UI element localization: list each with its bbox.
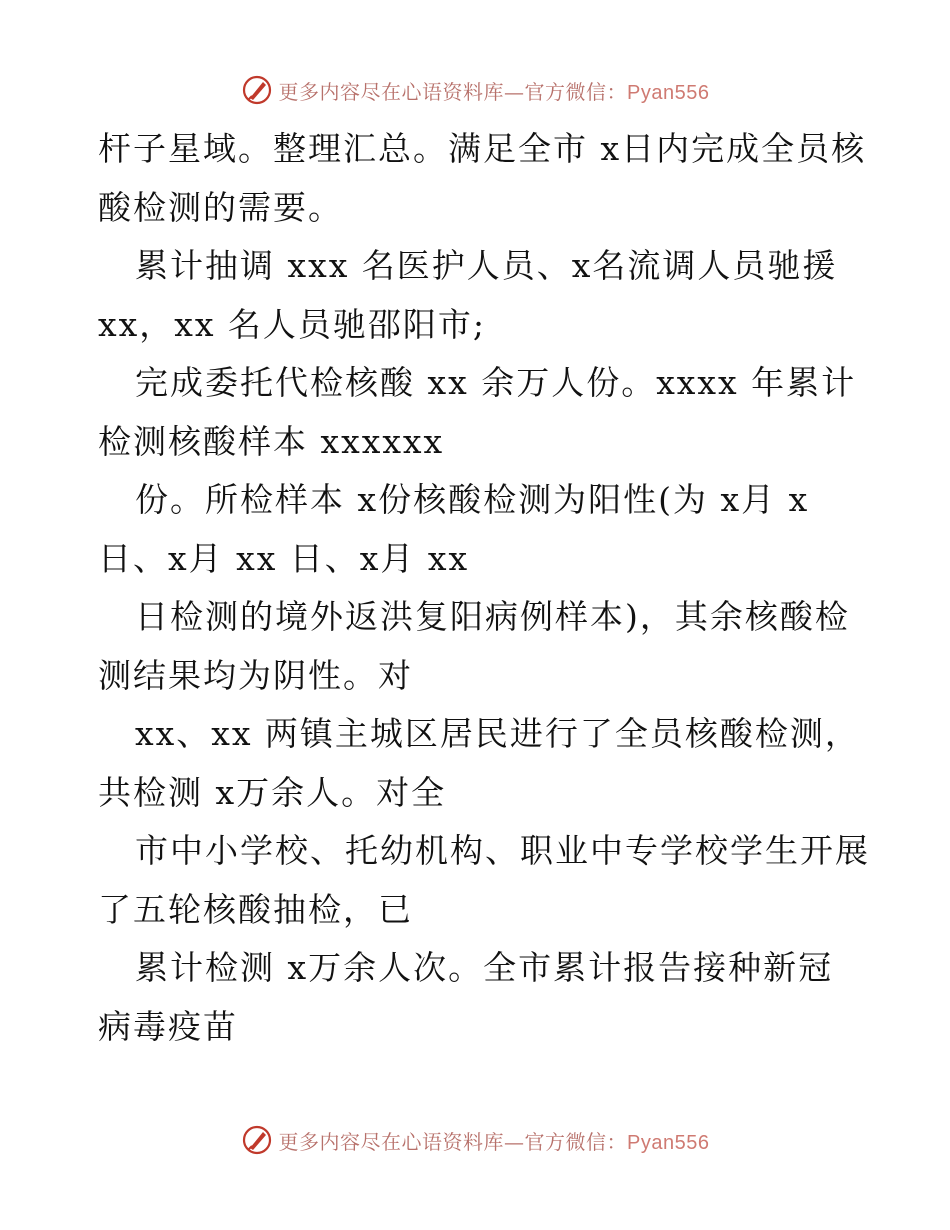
body-text-line: 测结果均为阴性。对 [98,655,413,695]
body-text-line: 了五轮核酸抽检，已 [98,889,413,929]
body-text-line: 检测核酸样本 xxxxxx [98,421,445,461]
footer-wechat-id: Pyan556 [627,1131,710,1154]
body-text-line: 市中小学校、托幼机构、职业中专学校学生开展 [135,831,870,870]
body-text-line: 累计抽调 xxx 名医护人员、x名流调人员驰援 [135,246,838,285]
body-text-line: 份。所检样本 x份核酸检测为阳性(为 x月 x [135,480,810,519]
header-watermark-banner [0,70,950,110]
body-text-line: 病毒疫苗 [98,1006,238,1046]
footer-banner-text: 更多内容尽在心语资料库—官方微信：Pyan556 [278,1129,710,1154]
body-text-line: 酸检测的需要。 [98,187,343,227]
quill-pen-logo-icon [241,74,273,106]
body-text-line: xx，xx 名人员驰邵阳市; [98,304,487,344]
body-text-line: 共检测 x万余人。对全 [98,772,447,812]
header-banner-text: 更多内容尽在心语资料库—官方微信：Pyan556 [278,79,710,104]
body-text-line: xx、xx 两镇主城区居民进行了全员核酸检测， [135,714,860,753]
body-text-line: 完成委托代检核酸 xx 余万人份。xxxx 年累计 [135,363,857,402]
body-text-line: 日、x月 xx 日、x月 xx [98,538,470,578]
body-text-line: 日检测的境外返洪复阳病例样本)，其余核酸检 [135,597,850,636]
quill-pen-logo-icon [241,1124,273,1156]
body-text-line: 杆子星域。整理汇总。满足全市 x日内完成全员核 [98,129,867,168]
document-body [98,120,878,1056]
header-wechat-id: Pyan556 [627,81,710,104]
footer-watermark-banner [0,1120,950,1160]
body-text-line: 累计检测 x万余人次。全市累计报告接种新冠 [135,948,834,987]
